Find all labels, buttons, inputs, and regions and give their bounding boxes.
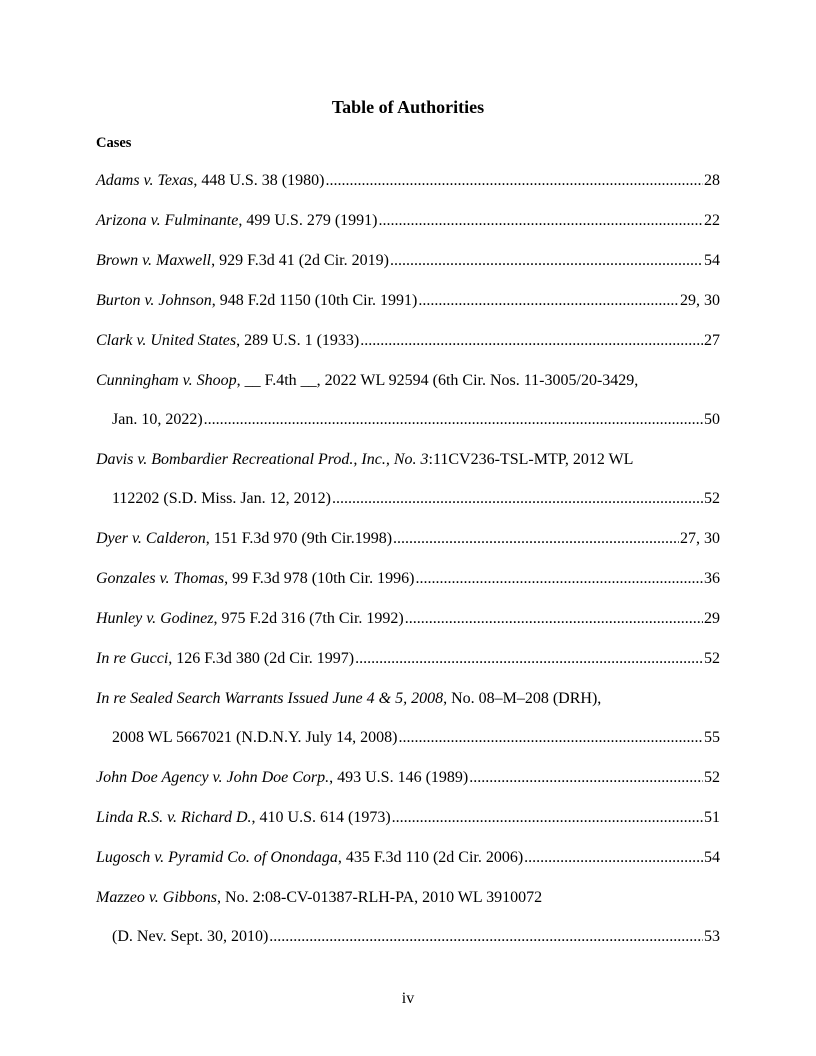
dot-leader xyxy=(360,330,703,352)
dot-leader xyxy=(469,767,703,789)
authority-entry-continuation xyxy=(96,488,720,528)
authority-entry xyxy=(96,568,720,608)
dot-leader xyxy=(398,727,703,749)
case-citation: , No. 2:08-CV-01387-RLH-PA, 2010 WL 3910072 xyxy=(217,889,543,906)
case-name: John Doe Agency v. John Doe Corp. xyxy=(96,769,330,786)
case-citation: :11CV236-TSL-MTP, 2012 WL xyxy=(428,451,634,468)
page-reference: 52 xyxy=(704,490,720,507)
case-citation: , 493 U.S. 146 (1989) xyxy=(329,769,469,786)
authority-entry-continuation xyxy=(96,409,720,449)
case-citation: , 929 F.3d 41 (2d Cir. 2019) xyxy=(211,252,389,269)
authorities-list xyxy=(96,170,720,966)
case-citation: , 289 U.S. 1 (1933) xyxy=(236,332,360,349)
authority-entry xyxy=(96,807,720,847)
dot-leader xyxy=(418,290,679,312)
dot-leader xyxy=(405,608,703,630)
dot-leader xyxy=(415,568,703,590)
page-reference: 50 xyxy=(704,411,720,428)
case-citation-continued: (D. Nev. Sept. 30, 2010) xyxy=(112,928,269,945)
case-name: Gonzales v. Thomas xyxy=(96,570,225,587)
dot-leader xyxy=(204,409,703,431)
case-name: Hunley v. Godinez xyxy=(96,610,214,627)
case-name: Linda R.S. v. Richard D. xyxy=(96,809,252,826)
case-citation: , 948 F.2d 1150 (10th Cir. 1991) xyxy=(211,292,418,309)
case-citation-continued: 2008 WL 5667021 (N.D.N.Y. July 14, 2008) xyxy=(112,729,398,746)
case-name: Arizona v. Fulminante xyxy=(96,212,239,229)
case-citation: , 99 F.3d 978 (10th Cir. 1996) xyxy=(224,570,415,587)
case-citation: , 410 U.S. 614 (1973) xyxy=(251,809,391,826)
dot-leader xyxy=(392,807,703,829)
authority-entry xyxy=(96,688,720,727)
case-name: In re Gucci xyxy=(96,650,169,667)
dot-leader xyxy=(378,210,703,232)
authority-entry xyxy=(96,847,720,887)
dot-leader xyxy=(390,250,703,272)
authority-entry xyxy=(96,449,720,488)
case-citation: , 975 F.2d 316 (7th Cir. 1992) xyxy=(213,610,404,627)
page-reference: 22 xyxy=(704,212,720,229)
case-name: Clark v. United States xyxy=(96,332,237,349)
case-name: Davis v. Bombardier Recreational Prod., Inc., No. 3 xyxy=(96,451,429,468)
case-name: Brown v. Maxwell xyxy=(96,252,212,269)
page-reference: 27 xyxy=(704,332,720,349)
dot-leader xyxy=(355,648,703,670)
authority-entry xyxy=(96,210,720,250)
case-citation: , No. 08–M–208 (DRH), xyxy=(443,690,602,707)
case-citation: , 151 F.3d 970 (9th Cir.1998) xyxy=(205,530,393,547)
dot-leader xyxy=(325,170,703,192)
page-reference: 54 xyxy=(704,252,720,269)
authority-entry xyxy=(96,887,720,926)
case-citation: , 435 F.3d 110 (2d Cir. 2006) xyxy=(337,849,524,866)
authority-entry-continuation xyxy=(96,926,720,966)
authority-entry-continuation xyxy=(96,727,720,767)
case-citation: , 448 U.S. 38 (1980) xyxy=(193,172,325,189)
case-name: Mazzeo v. Gibbons xyxy=(96,889,218,906)
authority-entry xyxy=(96,767,720,807)
case-citation: , 499 U.S. 279 (1991) xyxy=(238,212,378,229)
authority-entry xyxy=(96,290,720,330)
case-name: Lugosch v. Pyramid Co. of Onondaga xyxy=(96,849,338,866)
authority-entry xyxy=(96,528,720,568)
case-citation: , 126 F.3d 380 (2d Cir. 1997) xyxy=(168,650,355,667)
case-citation: , __ F.4th __, 2022 WL 92594 (6th Cir. Nos. 11-3005/20-3429, xyxy=(236,372,639,389)
dot-leader xyxy=(332,488,703,510)
case-citation-continued: 112202 (S.D. Miss. Jan. 12, 2012) xyxy=(112,490,331,507)
page-title: Table of Authorities xyxy=(331,97,485,117)
dot-leader xyxy=(524,847,703,869)
page-reference: 27, 30 xyxy=(680,530,720,547)
authority-entry xyxy=(96,648,720,688)
case-name: Adams v. Texas xyxy=(96,172,194,189)
page-reference: 54 xyxy=(704,849,720,866)
authority-entry xyxy=(96,170,720,210)
page-reference: 53 xyxy=(704,928,720,945)
dot-leader xyxy=(269,926,703,948)
page-reference: 28 xyxy=(704,172,720,189)
authority-entry xyxy=(96,608,720,648)
page-reference: 29 xyxy=(704,610,720,627)
page-reference: 36 xyxy=(704,570,720,587)
page-number: iv xyxy=(401,990,415,1007)
page-reference: 51 xyxy=(704,809,720,826)
case-name: Burton v. Johnson xyxy=(96,292,212,309)
dot-leader xyxy=(393,528,679,550)
case-name: Dyer v. Calderon xyxy=(96,530,206,547)
page-reference: 29, 30 xyxy=(680,292,720,309)
page-reference: 55 xyxy=(704,729,720,746)
page-reference: 52 xyxy=(704,650,720,667)
authority-entry xyxy=(96,330,720,370)
case-citation-continued: Jan. 10, 2022) xyxy=(112,411,203,428)
authority-entry xyxy=(96,370,720,409)
page-reference: 52 xyxy=(704,769,720,786)
case-name: Cunningham v. Shoop xyxy=(96,372,237,389)
case-name: In re Sealed Search Warrants Issued June 4 & 5, 2008 xyxy=(96,690,444,707)
section-heading-cases: Cases xyxy=(96,135,132,151)
authority-entry xyxy=(96,250,720,290)
